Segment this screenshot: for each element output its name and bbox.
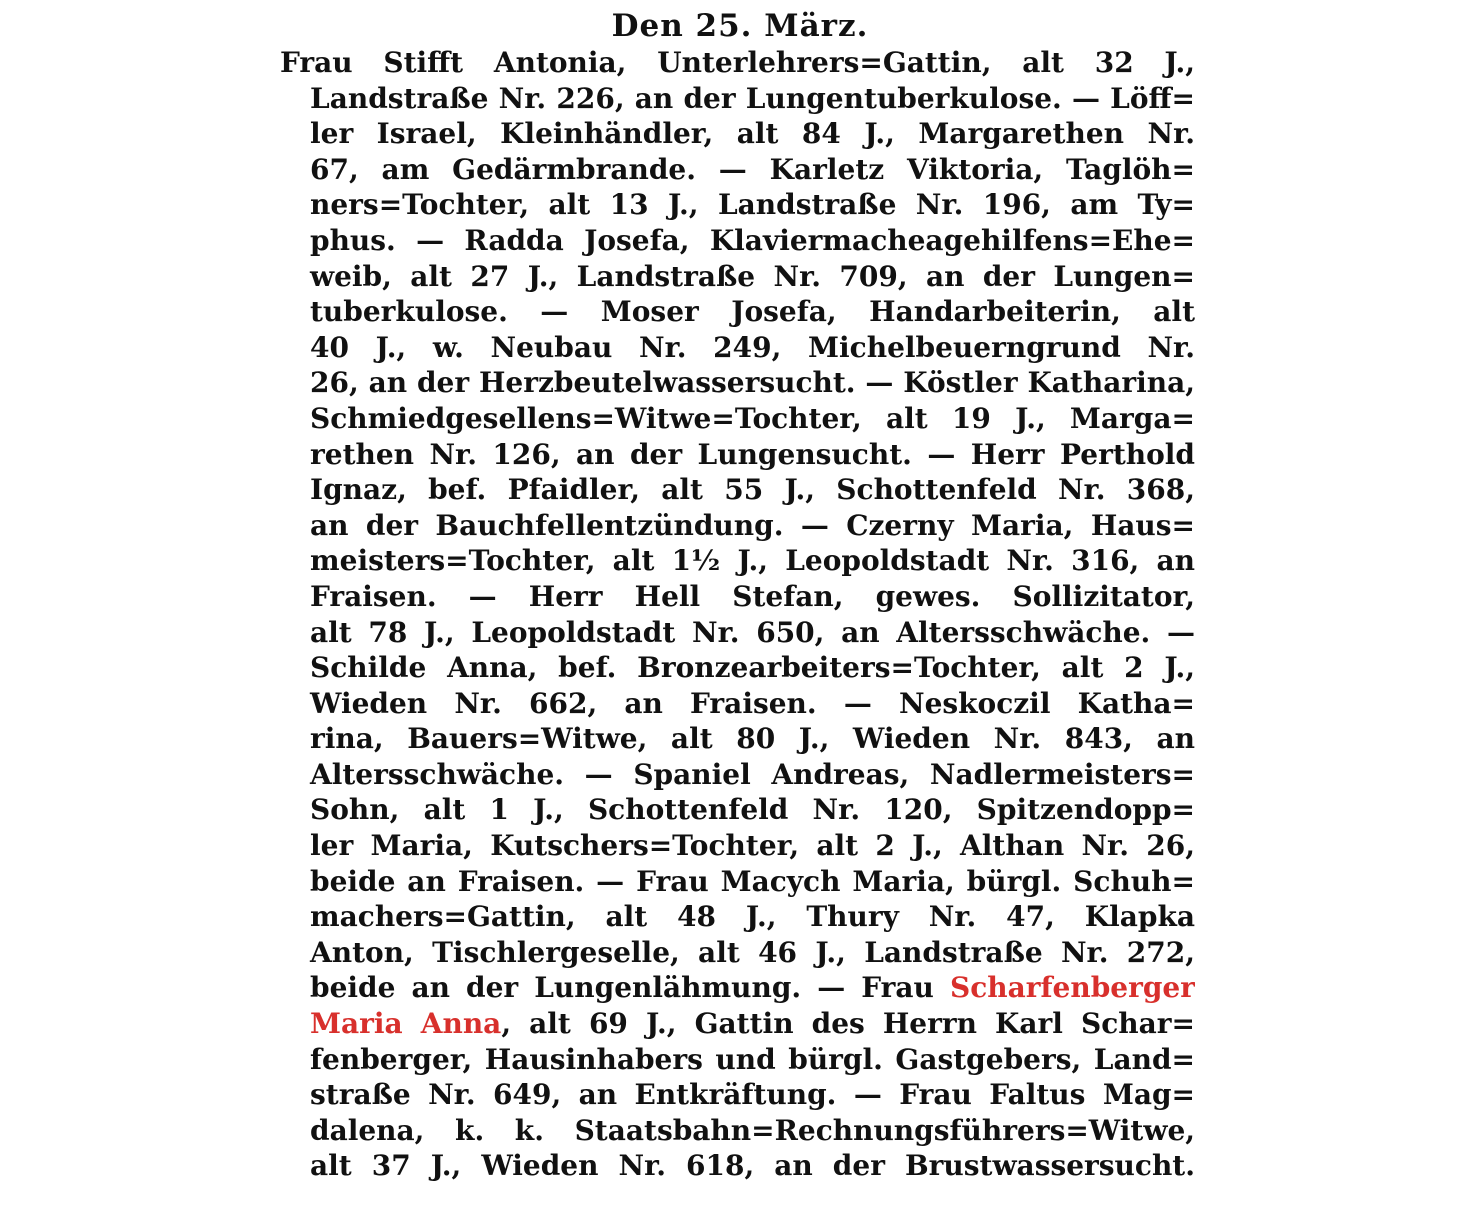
text-line: Schilde Anna, bef. Bronzearbeiters=Tochter, alt 2 J., (310, 651, 1195, 685)
text-line: ler Israel, Kleinhändler, alt 84 J., Margarethen Nr. (310, 117, 1195, 151)
text-line: Anton, Tischlergeselle, alt 46 J., Landstraße Nr. 272, (310, 935, 1195, 969)
text-line: meisters=Tochter, alt 1½ J., Leopoldstadt Nr. 316, an (310, 544, 1195, 578)
text-line: Ignaz, bef. Pfaidler, alt 55 J., Schottenfeld Nr. 368, (310, 473, 1195, 507)
text-line: alt 78 J., Leopoldstadt Nr. 650, an Altersschwäche. — (310, 615, 1195, 649)
text-line: beide an Fraisen. — Frau Macych Maria, bürgl. Schuh= (310, 864, 1195, 898)
page-heading: Den 25. März. (611, 8, 869, 44)
text-line: ler Maria, Kutschers=Tochter, alt 2 J., Althan Nr. 26, (310, 829, 1195, 863)
text-line: Schmiedgesellens=Witwe=Tochter, alt 19 J., Marga= (310, 401, 1195, 435)
text-line: 67, am Gedärmbrande. — Karletz Viktoria, Taglöh= (310, 152, 1195, 186)
text-line: rina, Bauers=Witwe, alt 80 J., Wieden Nr. 843, an (310, 722, 1195, 756)
text-line: tuberkulose. — Moser Josefa, Handarbeiterin, alt (310, 295, 1195, 329)
text-line: weib, alt 27 J., Landstraße Nr. 709, an der Lungen= (310, 259, 1195, 293)
text-line: 26, an der Herzbeutelwassersucht. — Köstler Katharina, (310, 366, 1195, 400)
text-segment: , alt 69 J., Gattin des Herrn Karl Schar= (501, 1007, 1195, 1041)
text-line: phus. — Radda Josefa, Klaviermacheagehilfens=Ehe= (310, 223, 1195, 257)
text-line-highlighted (280, 970, 1195, 1006)
text-line: fenberger, Hausinhabers und bürgl. Gastgebers, Land= (310, 1042, 1195, 1076)
text-line: Altersschwäche. — Spaniel Andreas, Nadlermeisters= (310, 757, 1195, 791)
text-line: rethen Nr. 126, an der Lungensucht. — Herr Perthold (310, 437, 1195, 471)
text-line: ners=Tochter, alt 13 J., Landstraße Nr. 196, am Ty= (310, 188, 1195, 222)
text-line: Fraisen. — Herr Hell Stefan, gewes. Sollizitator, (310, 579, 1195, 613)
text-line-highlighted (280, 1006, 1195, 1042)
text-line: an der Bauchfellentzündung. — Czerny Maria, Haus= (310, 508, 1195, 542)
text-line: straße Nr. 649, an Entkräftung. — Frau Faltus Mag= (310, 1078, 1195, 1112)
obituary-column (280, 45, 1195, 1184)
text-line: Landstraße Nr. 226, an der Lungentuberkulose. — Löff= (310, 81, 1195, 115)
text-line: dalena, k. k. Staatsbahn=Rechnungsführers=Witwe, (310, 1113, 1195, 1147)
highlighted-name: Maria Anna (310, 1007, 502, 1041)
text-line: machers=Gattin, alt 48 J., Thury Nr. 47, Klapka (310, 900, 1195, 934)
text-line: Frau Stifft Antonia, Unterlehrers=Gattin, alt 32 J., (280, 46, 1195, 79)
text-segment: beide an der Lungenlähmung. — Frau (310, 971, 950, 1005)
highlighted-name: Scharfenberger (949, 971, 1195, 1005)
text-line: Sohn, alt 1 J., Schottenfeld Nr. 120, Spitzendopp= (310, 793, 1195, 827)
text-line: Wieden Nr. 662, an Fraisen. — Neskoczil Katha= (310, 686, 1195, 720)
text-line: alt 37 J., Wieden Nr. 618, an der Brustwassersucht. (310, 1149, 1195, 1183)
text-line: 40 J., w. Neubau Nr. 249, Michelbeuerngrund Nr. (310, 330, 1195, 364)
